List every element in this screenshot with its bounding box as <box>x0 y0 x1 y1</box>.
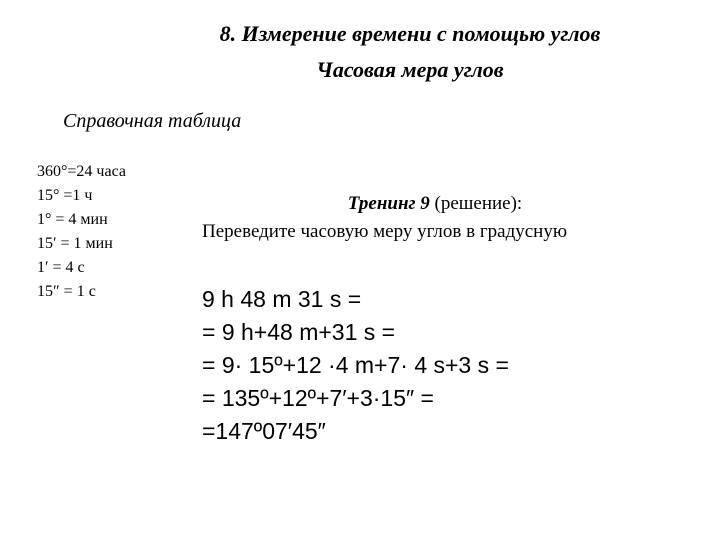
training-heading-suffix: (решение): <box>429 193 523 214</box>
slide-subtitle: Часовая мера углов <box>316 57 504 82</box>
solution-line: = 9· 15º+12 ·4 m+7· 4 s+3 s = <box>202 352 509 378</box>
training-instruction: Переведите часовую меру углов в градусную <box>202 221 568 242</box>
solution-line: = 9 h+48 m+31 s = <box>202 319 396 345</box>
reference-row: 15° =1 ч <box>37 187 93 204</box>
reference-table-caption: Справочная таблица <box>63 110 242 132</box>
reference-row: 360°=24 часа <box>37 163 126 180</box>
solution-line: = 135º+12º+7′+3·15″ = <box>202 385 434 411</box>
reference-row: 1° = 4 мин <box>37 211 108 228</box>
reference-table <box>37 160 126 304</box>
reference-row: 1′ = 4 с <box>37 259 85 276</box>
training-heading-title: Тренинг 9 <box>347 193 430 214</box>
solution-line: =147º07′45″ <box>202 418 326 444</box>
reference-row: 15″ = 1 с <box>37 283 96 300</box>
training-heading <box>200 192 670 216</box>
reference-row: 15′ = 1 мин <box>37 235 113 252</box>
solution-line: 9 h 48 m 31 s = <box>202 286 362 312</box>
solution-steps <box>202 283 509 448</box>
slide-title: 8. Измерение времени с помощью углов <box>219 21 601 46</box>
